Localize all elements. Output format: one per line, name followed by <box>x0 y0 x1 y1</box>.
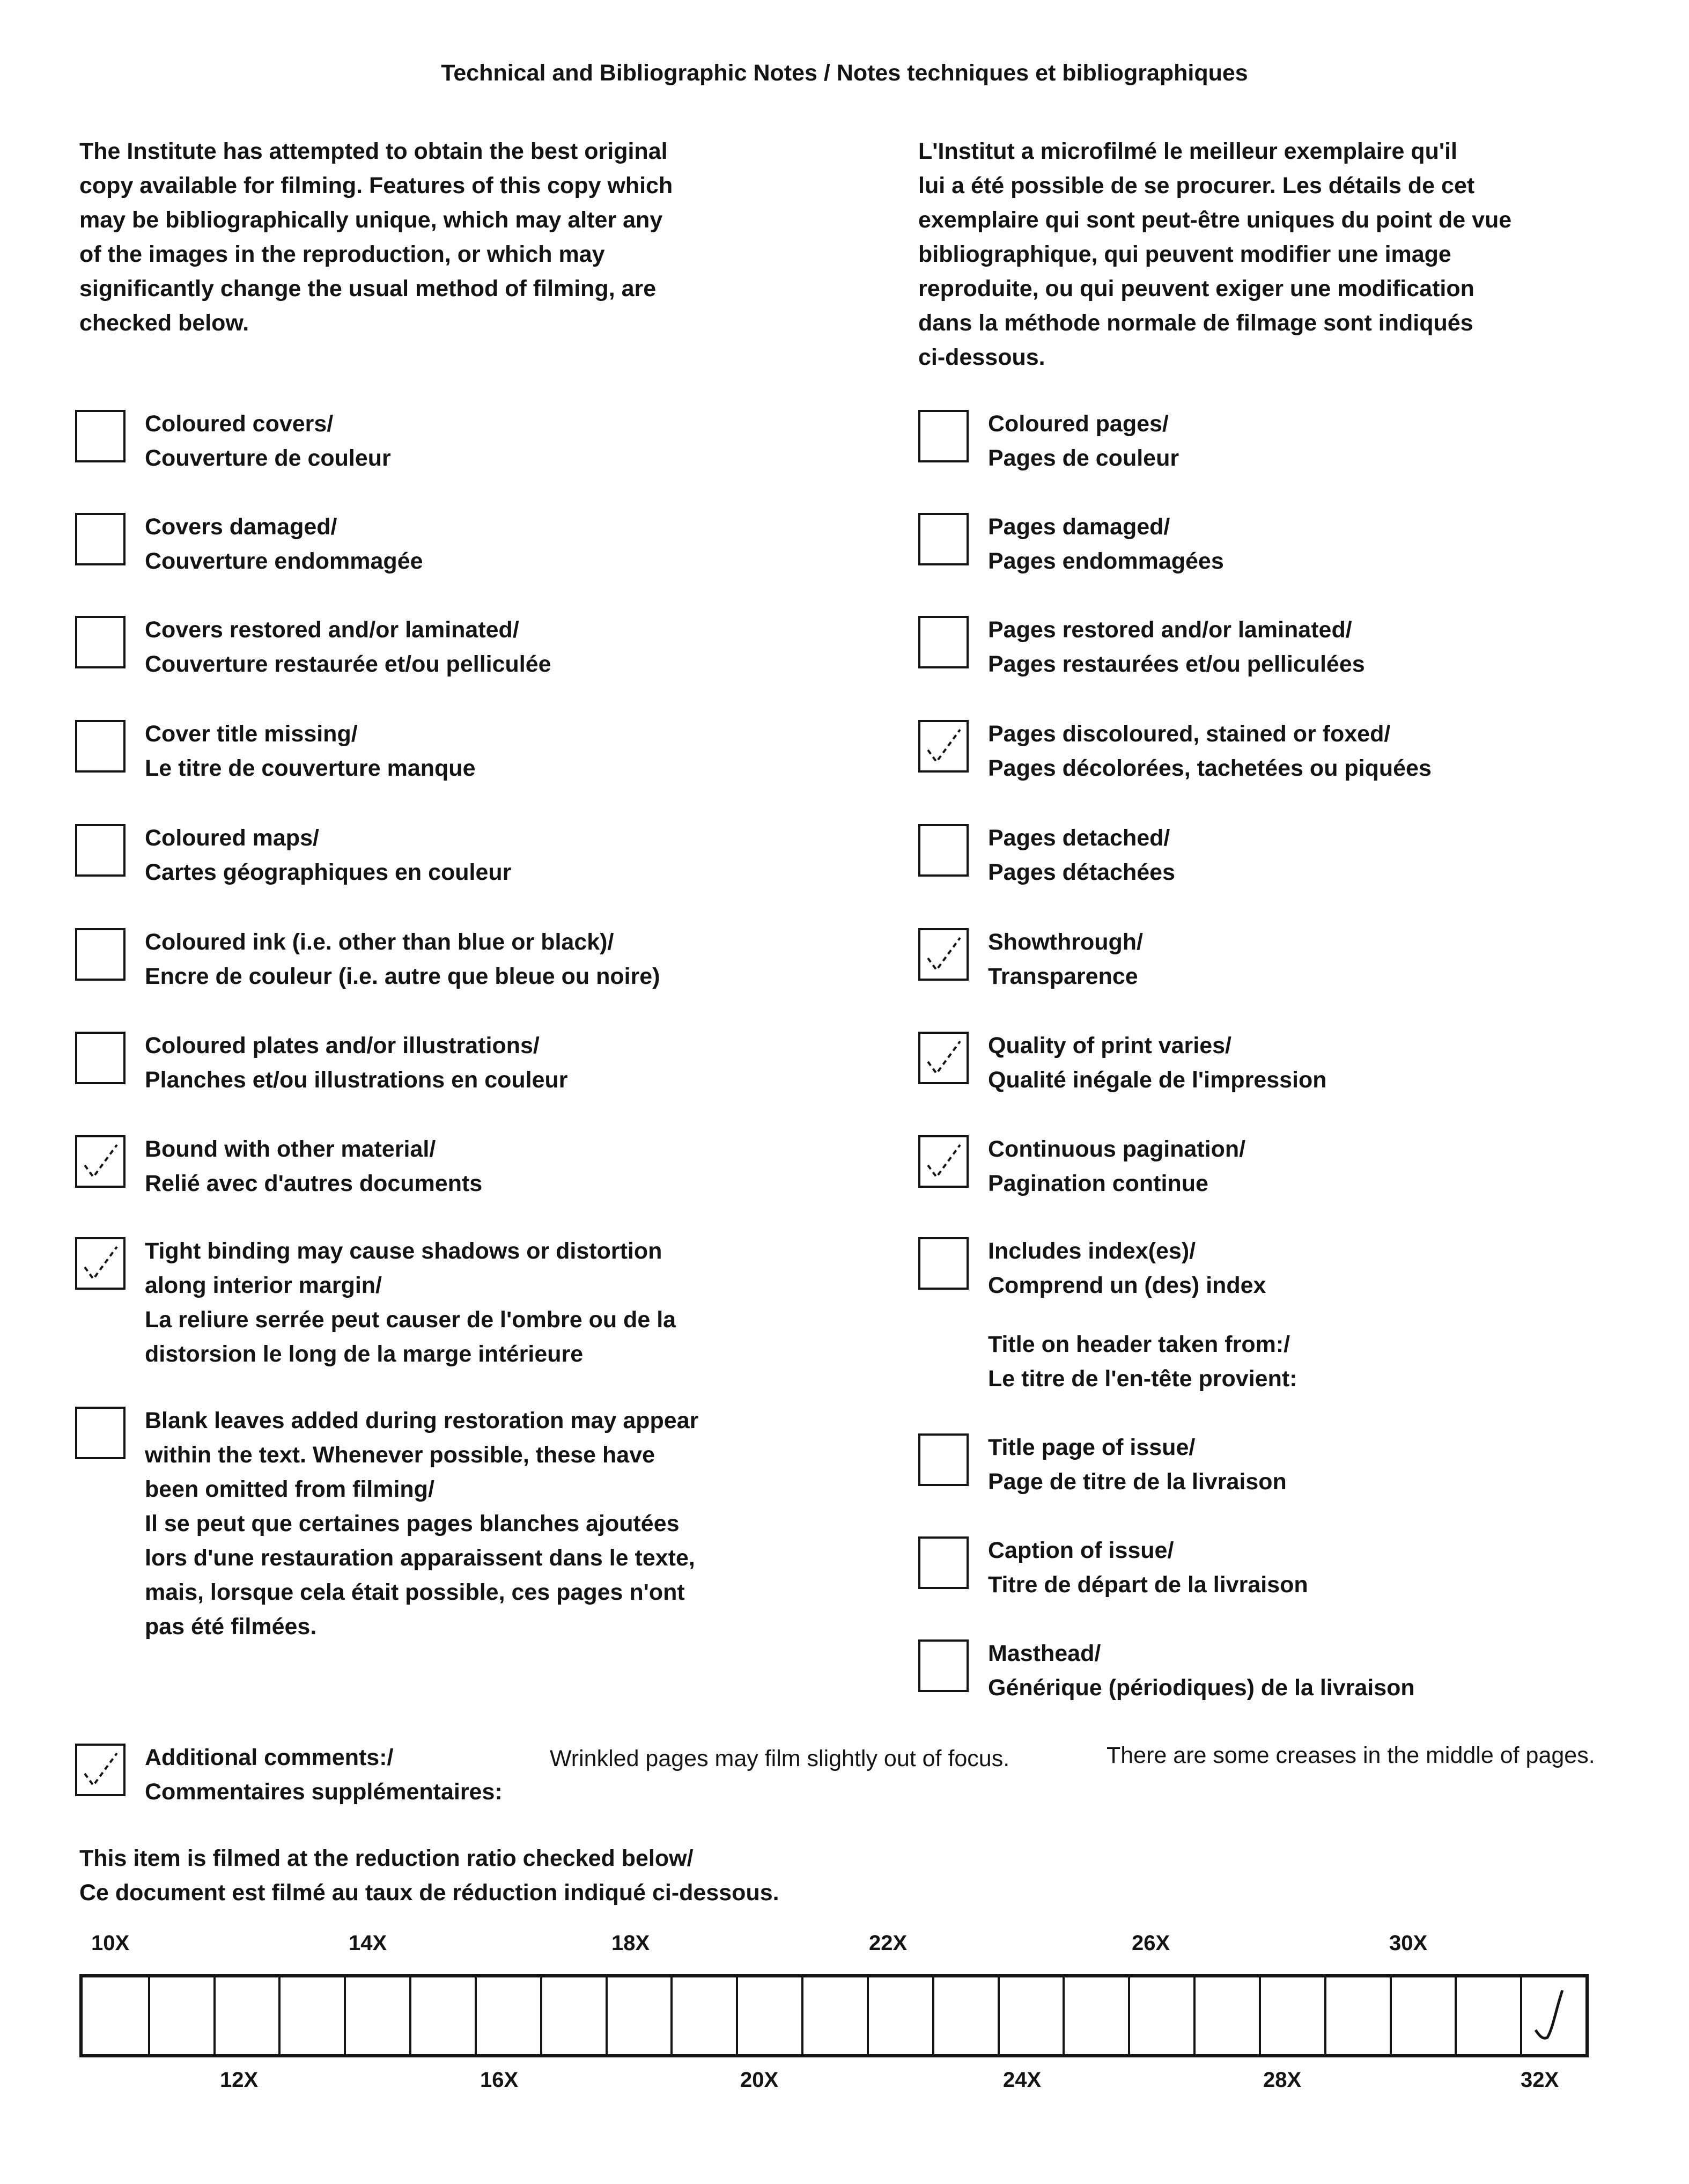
checklist-label <box>988 1028 1327 1097</box>
scale-cell[interactable] <box>409 1977 477 2054</box>
checkbox[interactable] <box>75 410 126 462</box>
text-line: Pages détachées <box>988 859 1175 885</box>
checklist-label <box>988 1234 1266 1303</box>
checklist-label <box>988 925 1143 994</box>
text-line: Blank leaves added during restoration may appear <box>145 1408 699 1433</box>
text-line: been omitted from filming/ <box>145 1476 434 1502</box>
text-line: mais, lorsque cela était possible, ces pages n'ont <box>145 1579 685 1605</box>
text-line: Pages discoloured, stained or foxed/ <box>988 721 1391 747</box>
checkmark-icon <box>920 930 967 979</box>
text-line: Commentaires supplémentaires: <box>145 1779 503 1805</box>
text-line: Caption of issue/ <box>988 1538 1174 1563</box>
checkbox[interactable] <box>918 1433 969 1486</box>
text-line: Tight binding may cause shadows or distortion <box>145 1238 662 1264</box>
checkbox[interactable] <box>75 1135 126 1188</box>
text-line: Pages damaged/ <box>988 514 1170 540</box>
page-title: Technical and Bibliographic Notes / Notes techniques et bibliographiques <box>441 60 1248 86</box>
checklist-label <box>988 821 1175 889</box>
text-line: along interior margin/ <box>145 1273 382 1298</box>
scale-label-top: 26X <box>1132 1931 1170 1955</box>
checkbox[interactable] <box>918 1237 969 1290</box>
text-line: Includes index(es)/ <box>988 1238 1196 1264</box>
scale-cell[interactable] <box>1193 1977 1261 2054</box>
text-line: Générique (périodiques) de la livraison <box>988 1675 1415 1701</box>
checkbox[interactable] <box>918 1135 969 1188</box>
scale-cell[interactable] <box>278 1977 346 2054</box>
scale-cell[interactable] <box>801 1977 869 2054</box>
checkmark-icon <box>920 1034 967 1082</box>
text-line: Additional comments:/ <box>145 1745 394 1770</box>
text-line: Coloured ink (i.e. other than blue or black)/ <box>145 929 614 955</box>
text-line: Bound with other material/ <box>145 1136 436 1162</box>
checklist-label <box>988 717 1432 785</box>
text-line: ci-dessous. <box>918 344 1045 370</box>
scale-cell[interactable] <box>540 1977 608 2054</box>
text-line: Coloured maps/ <box>145 825 319 851</box>
text-line: Pages detached/ <box>988 825 1170 851</box>
scale-cell[interactable] <box>1324 1977 1392 2054</box>
text-line: Ce document est filmé au taux de réduction indiqué ci-dessous. <box>79 1880 779 1906</box>
text-line: Transparence <box>988 964 1138 989</box>
text-line: Continuous pagination/ <box>988 1136 1246 1162</box>
text-line: Covers damaged/ <box>145 514 337 540</box>
checkbox[interactable] <box>918 513 969 565</box>
checkbox[interactable] <box>75 616 126 668</box>
scale-label-top: 18X <box>611 1931 650 1955</box>
text-line: Couverture de couleur <box>145 445 391 471</box>
checkbox[interactable] <box>75 1032 126 1084</box>
scale-cell[interactable] <box>867 1977 934 2054</box>
text-line: Pages endommagées <box>988 548 1224 574</box>
scale-cell[interactable] <box>736 1977 803 2054</box>
text-line: pas été filmées. <box>145 1614 317 1639</box>
text-line: within the text. Whenever possible, these have <box>145 1442 655 1468</box>
scale-cell[interactable] <box>1063 1977 1130 2054</box>
text-line: distorsion le long de la marge intérieure <box>145 1341 584 1367</box>
scale-cell[interactable] <box>213 1977 281 2054</box>
text-line: Masthead/ <box>988 1641 1101 1666</box>
text-line: Couverture endommagée <box>145 548 423 574</box>
checkmark-icon <box>920 722 967 770</box>
text-line: Planches et/ou illustrations en couleur <box>145 1067 568 1093</box>
text-line: of the images in the reproduction, or which may <box>79 241 605 267</box>
checklist-label <box>145 821 511 889</box>
comment-text-2: There are some creases in the middle of pages. <box>1107 1742 1595 1768</box>
scale-cell[interactable] <box>83 1977 150 2054</box>
text-line: Title page of issue/ <box>988 1435 1196 1460</box>
scale-cell[interactable] <box>475 1977 542 2054</box>
scale-label-top: 14X <box>349 1931 387 1955</box>
text-line: Page de titre de la livraison <box>988 1469 1287 1495</box>
text-line: Covers restored and/or laminated/ <box>145 617 519 643</box>
text-line: Quality of print varies/ <box>988 1033 1231 1058</box>
text-line: Pages décolorées, tachetées ou piquées <box>988 755 1432 781</box>
checkbox[interactable] <box>75 928 126 981</box>
checklist-label <box>145 407 391 475</box>
text-line: Encre de couleur (i.e. autre que bleue ou noire) <box>145 964 660 989</box>
checkbox[interactable] <box>918 616 969 668</box>
scale-cell[interactable] <box>344 1977 411 2054</box>
text-line: Cartes géographiques en couleur <box>145 859 512 885</box>
scale-label-bottom: 28X <box>1263 2068 1302 2092</box>
checklist-label <box>988 407 1179 475</box>
scale-label-bottom: 16X <box>480 2068 519 2092</box>
text-line: Cover title missing/ <box>145 721 358 747</box>
intro-french <box>918 134 1511 374</box>
checkbox[interactable] <box>75 1744 126 1796</box>
checklist-label <box>145 1403 698 1644</box>
checkmark-icon <box>77 1746 123 1794</box>
scale-label-bottom: 12X <box>220 2068 259 2092</box>
comment-text-1: Wrinkled pages may film slightly out of focus. <box>550 1746 1010 1771</box>
checklist-label <box>145 1132 482 1201</box>
text-line: Pages restored and/or laminated/ <box>988 617 1352 643</box>
text-line: significantly change the usual method of filming, are <box>79 276 657 302</box>
checkbox[interactable] <box>75 824 126 877</box>
text-line: Coloured plates and/or illustrations/ <box>145 1033 540 1058</box>
text-line: Pages de couleur <box>988 445 1179 471</box>
scale-cell[interactable] <box>670 1977 738 2054</box>
checkmark-icon <box>77 1239 123 1288</box>
text-line: exemplaire qui sont peut-être uniques du point de vue <box>918 207 1512 233</box>
scale-cell[interactable] <box>1259 1977 1326 2054</box>
text-line: Pages restaurées et/ou pelliculées <box>988 651 1365 677</box>
checklist-label <box>145 613 551 681</box>
checkbox[interactable] <box>918 928 969 981</box>
checkbox[interactable] <box>75 513 126 565</box>
text-line: copy available for filming. Features of this copy which <box>79 173 673 198</box>
checkbox[interactable] <box>918 1032 969 1084</box>
text-line: Pagination continue <box>988 1171 1208 1196</box>
scale-label-top: 22X <box>869 1931 908 1955</box>
text-line: Title on header taken from:/ <box>988 1332 1290 1357</box>
text-line: checked below. <box>79 310 249 336</box>
checkbox[interactable] <box>75 1407 126 1459</box>
checkbox[interactable] <box>918 1639 969 1692</box>
scale-cell[interactable] <box>998 1977 1065 2054</box>
text-line: lui a été possible de se procurer. Les détails de cet <box>918 173 1475 198</box>
scale-cell[interactable] <box>1520 1977 1585 2054</box>
checklist-label <box>145 925 660 994</box>
reduction-ratio-note <box>79 1841 779 1910</box>
scale-label-bottom: 24X <box>1003 2068 1042 2092</box>
text-line: Coloured pages/ <box>988 411 1169 437</box>
checkbox[interactable] <box>918 720 969 773</box>
text-line: may be bibliographically unique, which may alter any <box>79 207 663 233</box>
scale-cell[interactable] <box>1455 1977 1522 2054</box>
checkmark-icon <box>77 1137 123 1186</box>
checklist-label <box>145 1234 676 1371</box>
scale-cell[interactable] <box>1128 1977 1196 2054</box>
checklist-label <box>988 613 1365 681</box>
intro-english <box>79 134 673 340</box>
text-line: La reliure serrée peut causer de l'ombre ou de la <box>145 1307 676 1333</box>
checklist-label <box>988 510 1224 578</box>
checkmark-icon <box>920 1137 967 1186</box>
text-line: lors d'une restauration apparaissent dans le texte, <box>145 1545 695 1571</box>
checkbox[interactable] <box>918 824 969 877</box>
checklist-label <box>145 717 476 785</box>
checkmark-icon <box>1520 1977 1585 2054</box>
text-line: reproduite, ou qui peuvent exiger une modification <box>918 276 1474 302</box>
checkbox[interactable] <box>918 410 969 462</box>
comments-label <box>145 1740 503 1809</box>
scale-label-top: 30X <box>1389 1931 1428 1955</box>
scale-cell[interactable] <box>932 1977 1000 2054</box>
text-line: L'Institut a microfilmé le meilleur exemplaire qu'il <box>918 138 1457 164</box>
text-line: Showthrough/ <box>988 929 1143 955</box>
text-line: Titre de départ de la livraison <box>988 1572 1308 1598</box>
checklist-label <box>145 1028 568 1097</box>
header-source-note <box>988 1327 1297 1396</box>
text-line: dans la méthode normale de filmage sont indiqués <box>918 310 1473 336</box>
reduction-scale-bar <box>79 1974 1589 2057</box>
text-line: Qualité inégale de l'impression <box>988 1067 1327 1093</box>
scale-label-top: 10X <box>91 1931 130 1955</box>
checklist-label <box>988 1430 1287 1499</box>
text-line: Le titre de couverture manque <box>145 755 476 781</box>
checkbox[interactable] <box>75 1237 126 1290</box>
text-line: Relié avec d'autres documents <box>145 1171 483 1196</box>
checklist-label <box>988 1533 1308 1602</box>
text-line: Comprend un (des) index <box>988 1273 1266 1298</box>
checkbox[interactable] <box>75 720 126 773</box>
text-line: Il se peut que certaines pages blanches ajoutées <box>145 1511 680 1536</box>
scale-label-bottom: 20X <box>740 2068 779 2092</box>
scale-cell[interactable] <box>606 1977 673 2054</box>
checkbox[interactable] <box>918 1536 969 1589</box>
scale-label-bottom: 32X <box>1521 2068 1559 2092</box>
text-line: The Institute has attempted to obtain the best original <box>79 138 668 164</box>
text-line: Couverture restaurée et/ou pelliculée <box>145 651 551 677</box>
scale-cell[interactable] <box>1390 1977 1457 2054</box>
checklist-label <box>988 1132 1245 1201</box>
text-line: Coloured covers/ <box>145 411 334 437</box>
text-line: bibliographique, qui peuvent modifier une image <box>918 241 1451 267</box>
scale-cell[interactable] <box>148 1977 216 2054</box>
text-line: Le titre de l'en-tête provient: <box>988 1366 1297 1392</box>
text-line: This item is filmed at the reduction ratio checked below/ <box>79 1845 694 1871</box>
checklist-label <box>988 1636 1415 1705</box>
checklist-label <box>145 510 423 578</box>
